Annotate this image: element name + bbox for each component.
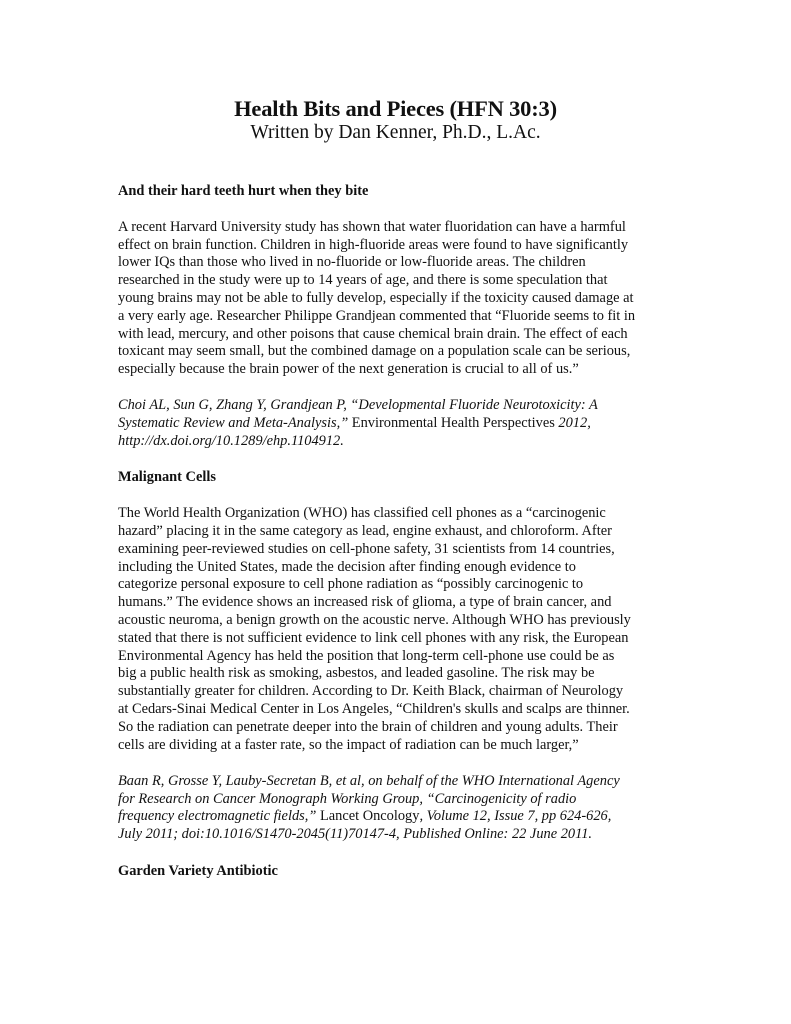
text-line: big a public health risk as smoking, asbestos, and leaded gasoline. The risk may be (118, 665, 595, 682)
citation-fluoride (118, 397, 688, 450)
journal-name: Lancet Oncology (319, 808, 420, 825)
text-line: with lead, mercury, and other poisons that cause chemical brain drain. The effect of each (118, 325, 628, 342)
text-line: substantially greater for children. According to Dr. Keith Black, chairman of Neurology (118, 683, 624, 700)
text-line: young brains may not be able to fully develop, especially if the toxicity caused damage at (118, 289, 634, 306)
paragraph-fluoride (118, 219, 688, 379)
page-title: Health Bits and Pieces (HFN 30:3) (234, 96, 557, 121)
text-line: A recent Harvard University study has shown that water fluoridation can have a harmful (118, 218, 626, 235)
text-line: especially because the brain power of the next generation is crucial to all of us.” (118, 361, 579, 378)
text-line: humans.” The evidence shows an increased risk of glioma, a type of brain cancer, and (118, 594, 612, 611)
citation-italic: frequency electromagnetic fields,” (118, 808, 320, 825)
paragraph-malignant (118, 505, 688, 754)
text-line: toxicant may seem small, but the combined damage on a population scale can be serious, (118, 343, 631, 360)
article-body (118, 183, 688, 880)
citation-italic: , Volume 12, Issue 7, pp 624-626, (419, 808, 612, 825)
text-line: researched in the study were up to 14 years of age, and there is some speculation that (118, 272, 608, 289)
text-line: a very early age. Researcher Philippe Grandjean commented that “Fluoride seems to fit in (118, 307, 636, 324)
citation-malignant (118, 773, 688, 844)
text-line: hazard” placing it in the same category as lead, engine exhaust, and chloroform. After (118, 522, 612, 539)
citation-line: for Research on Cancer Monograph Working Group, “Carcinogenicity of radio (118, 790, 577, 807)
citation-italic: Systematic Review and Meta-Analysis,” (118, 415, 352, 432)
section-heading-fluoride: And their hard teeth hurt when they bite (118, 183, 369, 199)
text-line: acoustic neuroma, a benign growth on the acoustic nerve. Although WHO has previously (118, 611, 631, 628)
citation-line: July 2011; doi:10.1016/S1470-2045(11)70147-4, Published Online: 22 June 2011. (118, 826, 593, 843)
text-line: including the United States, made the decision after finding enough evidence to (118, 558, 576, 575)
citation-doi-link[interactable]: http://dx.doi.org/10.1289/ehp.1104912. (118, 433, 344, 450)
text-line: Environmental Agency has held the position that long-term cell-phone use could be as (118, 647, 615, 664)
citation-italic: 2012, (558, 415, 591, 432)
text-line: lower IQs than those who lived in no-fluoride or low-fluoride areas. The children (118, 254, 586, 271)
byline: Written by Dan Kenner, Ph.D., L.Ac. (250, 122, 541, 143)
citation-line: Choi AL, Sun G, Zhang Y, Grandjean P, “Developmental Fluoride Neurotoxicity: A (118, 397, 598, 414)
citation-line: Baan R, Grosse Y, Lauby-Secretan B, et al, on behalf of the WHO International Agency (118, 772, 620, 789)
text-line: at Cedars-Sinai Medical Center in Los Angeles, “Children's skulls and scalps are thinner. (118, 700, 630, 717)
text-line: examining peer-reviewed studies on cell-phone safety, 31 scientists from 14 countries, (118, 540, 615, 557)
citation-line (118, 808, 688, 826)
text-line: So the radiation can penetrate deeper into the brain of children and young adults. Their (118, 718, 618, 735)
text-line: effect on brain function. Children in high-fluoride areas were found to have significantly (118, 236, 629, 253)
section-heading-malignant: Malignant Cells (118, 469, 216, 486)
text-line: stated that there is not sufficient evidence to link cell phones with any risk, the European (118, 629, 629, 646)
text-line: The World Health Organization (WHO) has classified cell phones as a “carcinogenic (118, 505, 606, 522)
journal-name: Environmental Health Perspectives (351, 415, 559, 432)
citation-line (118, 415, 688, 433)
section-heading-antibiotic: Garden Variety Antibiotic (118, 862, 278, 879)
text-line: categorize personal exposure to cell phone radiation as “possibly carcinogenic to (118, 576, 584, 593)
text-line: cells are dividing at a faster rate, so the impact of radiation can be much larger,” (118, 736, 579, 753)
